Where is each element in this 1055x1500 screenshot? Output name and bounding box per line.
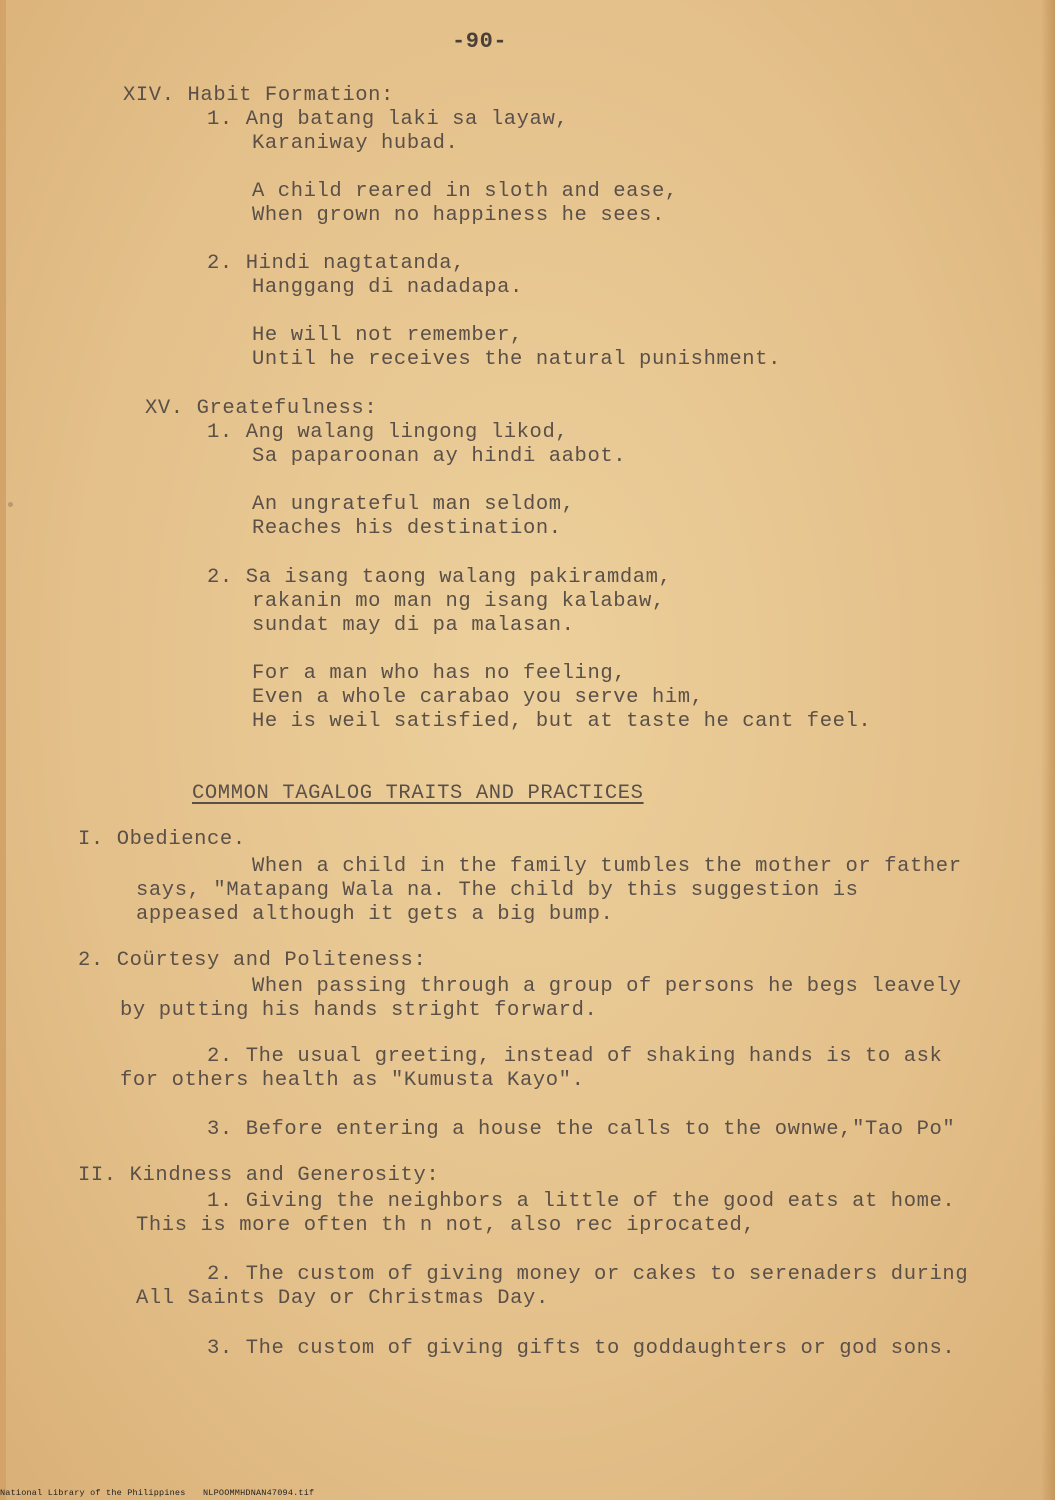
xv-item2-tagalog-line1: 2. Sa isang taong walang pakiramdam, xyxy=(207,566,672,589)
obedience-line3: appeased although it gets a big bump. xyxy=(136,903,614,926)
xiv-item2-english-line2: Until he receives the natural punishment. xyxy=(252,348,781,371)
xv-item2-english-line1: For a man who has no feeling, xyxy=(252,662,627,685)
xiv-item1-tagalog-line2: Karaniway hubad. xyxy=(252,132,459,155)
xv-item1-english-line1: An ungrateful man seldom, xyxy=(252,493,575,516)
kindness-p1-line1: 1. Giving the neighbors a little of the good eats at home. xyxy=(207,1190,956,1213)
traits-title: COMMON TAGALOG TRAITS AND PRACTICES xyxy=(192,782,644,805)
xv-item1-english-line2: Reaches his destination. xyxy=(252,517,562,540)
kindness-p1-line2: This is more often th n not, also rec iprocated, xyxy=(136,1214,756,1237)
xiv-item1-tagalog-line1: 1. Ang batang laki sa layaw, xyxy=(207,108,569,131)
courtesy-p1-line2: by putting his hands stright forward. xyxy=(120,999,598,1022)
kindness-p3-line1: 3. The custom of giving gifts to goddaughters or god sons. xyxy=(207,1337,956,1360)
xv-item1-tagalog-line2: Sa paparoonan ay hindi aabot. xyxy=(252,445,627,468)
xiv-item1-english-line2: When grown no happiness he sees. xyxy=(252,204,665,227)
xv-item2-english-line3: He is weil satisfied, but at taste he cant feel. xyxy=(252,710,872,733)
courtesy-p3-line1: 3. Before entering a house the calls to the ownwe,"Tao Po" xyxy=(207,1118,956,1141)
obedience-heading: I. Obedience. xyxy=(78,828,246,851)
kindness-p2-line2: All Saints Day or Christmas Day. xyxy=(136,1287,549,1310)
xv-item2-english-line2: Even a whole carabao you serve him, xyxy=(252,686,704,709)
xiv-item1-english-line1: A child reared in sloth and ease, xyxy=(252,180,678,203)
section-xiv-heading: XIV. Habit Formation: xyxy=(123,84,394,107)
xv-item2-tagalog-line3: sundat may di pa malasan. xyxy=(252,614,575,637)
section-xv-heading: XV. Greatefulness: xyxy=(145,397,378,420)
obedience-line1: When a child in the family tumbles the mother or father xyxy=(252,855,962,878)
xv-item2-tagalog-line2: rakanin mo man ng isang kalabaw, xyxy=(252,590,665,613)
page-left-edge xyxy=(0,0,6,1500)
xv-item1-tagalog-line1: 1. Ang walang lingong likod, xyxy=(207,421,569,444)
xiv-item2-tagalog-line1: 2. Hindi nagtatanda, xyxy=(207,252,466,275)
courtesy-p2-line2: for others health as "Kumusta Kayo". xyxy=(120,1069,585,1092)
courtesy-p2-line1: 2. The usual greeting, instead of shaking hands is to ask xyxy=(207,1045,943,1068)
paper-stain xyxy=(8,502,13,507)
footer-filename: NLPOOMMHDNAN47094.tif xyxy=(203,1488,315,1498)
courtesy-p1-line1: When passing through a group of persons he begs leavely xyxy=(252,975,962,998)
page-number: -90- xyxy=(452,29,508,54)
page-right-edge xyxy=(1041,0,1055,1500)
xiv-item2-english-line1: He will not remember, xyxy=(252,324,523,347)
kindness-p2-line1: 2. The custom of giving money or cakes to serenaders during xyxy=(207,1263,969,1286)
obedience-line2: says, "Matapang Wala na. The child by this suggestion is xyxy=(136,879,859,902)
xiv-item2-tagalog-line2: Hanggang di nadadapa. xyxy=(252,276,523,299)
courtesy-heading: 2. Coürtesy and Politeness: xyxy=(78,949,427,972)
kindness-heading: II. Kindness and Generosity: xyxy=(78,1164,440,1187)
footer-library: National Library of the Philippines xyxy=(0,1488,186,1498)
